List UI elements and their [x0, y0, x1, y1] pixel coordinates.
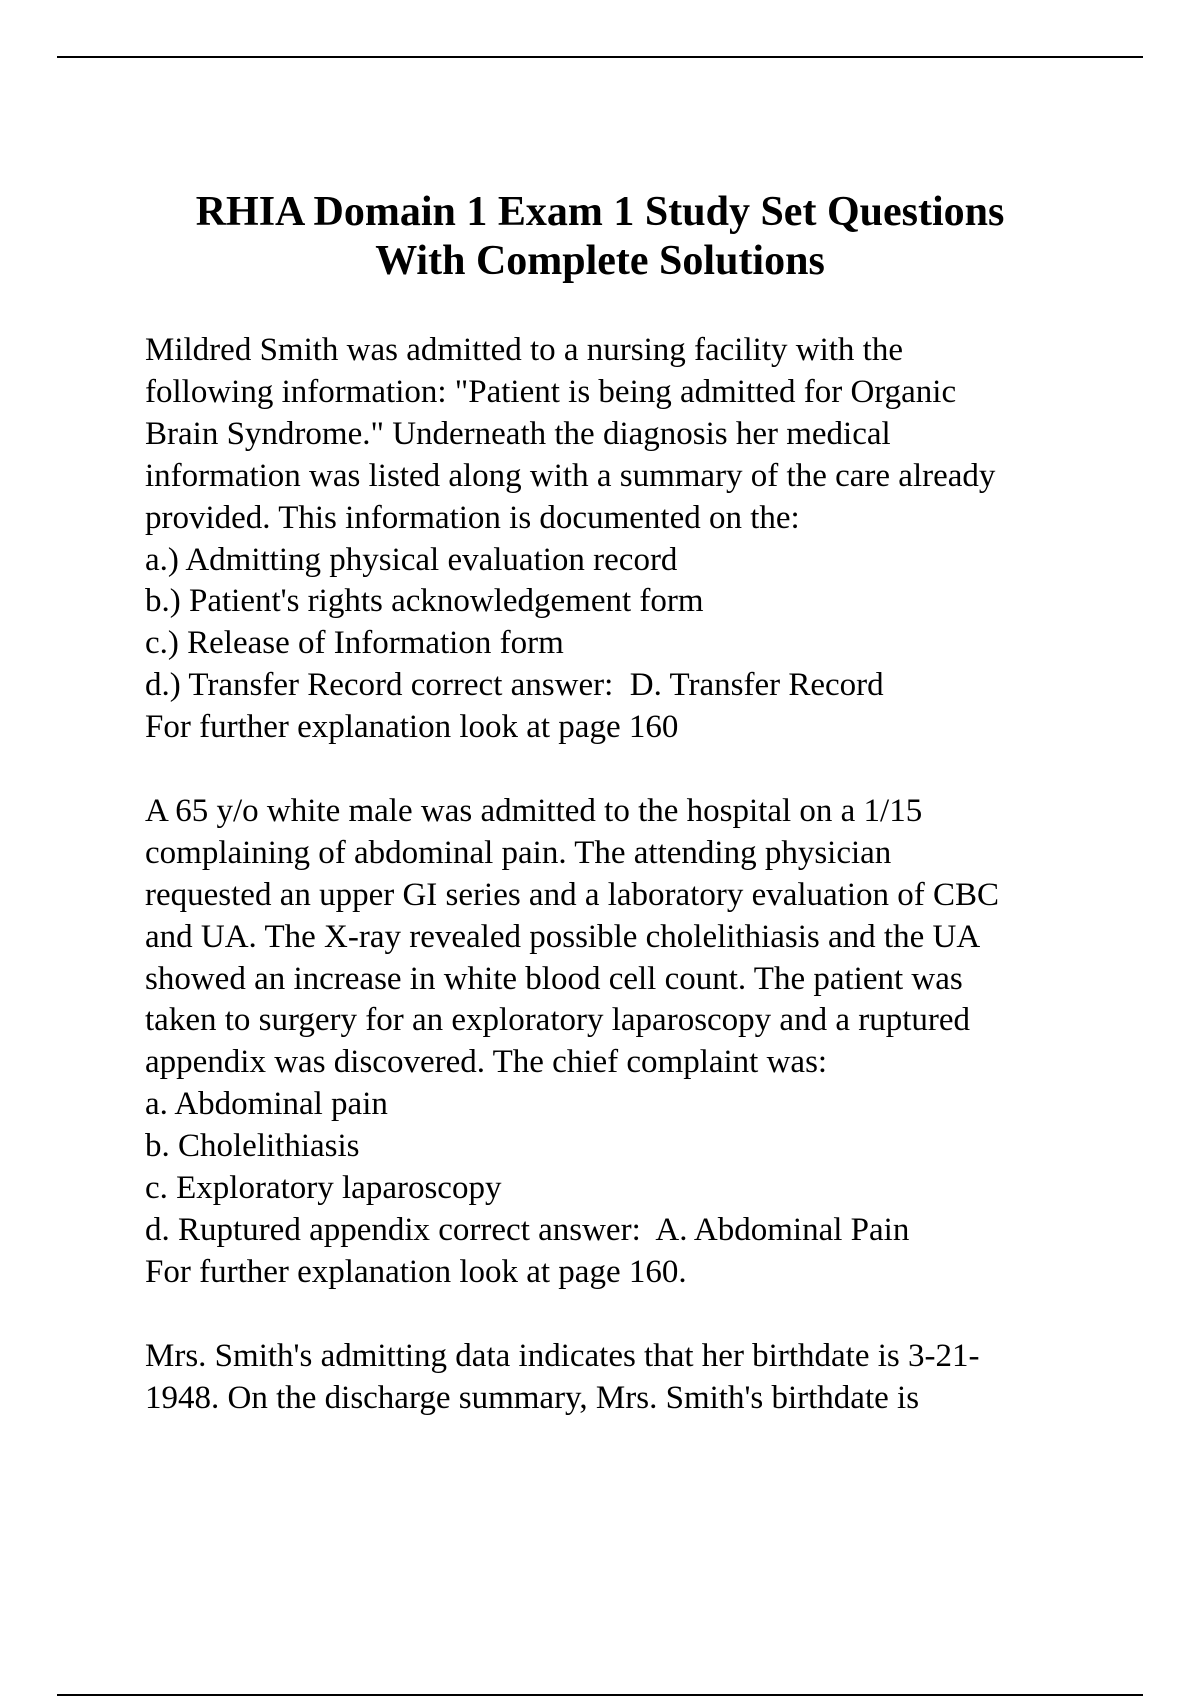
question-2-line-2: complaining of abdominal pain. The attending physician — [145, 834, 892, 871]
document-title — [0, 188, 1200, 286]
question-3-line-2: 1948. On the discharge summary, Mrs. Smith's birthdate is — [145, 1379, 920, 1416]
question-2-option-c: c. Exploratory laparoscopy — [145, 1170, 502, 1207]
question-2-explanation: For further explanation look at page 160. — [145, 1253, 687, 1290]
question-2 — [145, 791, 1105, 1294]
title-line-1: RHIA Domain 1 Exam 1 Study Set Questions — [195, 189, 1005, 235]
question-1-line-5: provided. This information is documented on the: — [145, 499, 800, 536]
question-2-line-4: and UA. The X-ray revealed possible cholelithiasis and the UA — [145, 918, 981, 955]
question-2-option-b: b. Cholelithiasis — [145, 1128, 360, 1165]
question-1 — [145, 330, 1105, 749]
bottom-rule — [57, 1694, 1143, 1696]
question-2-line-3: requested an upper GI series and a laboratory evaluation of CBC — [145, 876, 1000, 913]
question-1-option-c: c.) Release of Information form — [145, 625, 564, 662]
question-1-line-3: Brain Syndrome." Underneath the diagnosis her medical — [145, 415, 891, 452]
question-2-option-a: a. Abdominal pain — [145, 1086, 388, 1123]
question-2-option-d-answer: d. Ruptured appendix correct answer: A. Abdominal Pain — [145, 1212, 910, 1249]
question-3-line-1: Mrs. Smith's admitting data indicates that her birthdate is 3-21- — [145, 1337, 980, 1374]
question-2-line-1: A 65 y/o white male was admitted to the hospital on a 1/15 — [145, 792, 923, 829]
question-1-option-d-answer: d.) Transfer Record correct answer: D. Transfer Record — [145, 667, 884, 704]
question-1-option-b: b.) Patient's rights acknowledgement form — [145, 583, 704, 620]
top-rule — [57, 56, 1143, 58]
question-2-line-7: appendix was discovered. The chief complaint was: — [145, 1044, 828, 1081]
question-1-line-4: information was listed along with a summary of the care already — [145, 457, 996, 494]
title-line-2: With Complete Solutions — [375, 238, 825, 284]
question-1-line-2: following information: "Patient is being admitted for Organic — [145, 373, 957, 410]
question-1-line-1: Mildred Smith was admitted to a nursing facility with the — [145, 332, 903, 368]
question-1-option-a: a.) Admitting physical evaluation record — [145, 541, 678, 578]
question-2-line-5: showed an increase in white blood cell count. The patient was — [145, 960, 963, 997]
question-2-line-6: taken to surgery for an exploratory laparoscopy and a ruptured — [145, 1002, 971, 1039]
question-3 — [145, 1336, 1105, 1420]
question-1-explanation: For further explanation look at page 160 — [145, 709, 679, 746]
document-body — [145, 330, 1105, 1461]
